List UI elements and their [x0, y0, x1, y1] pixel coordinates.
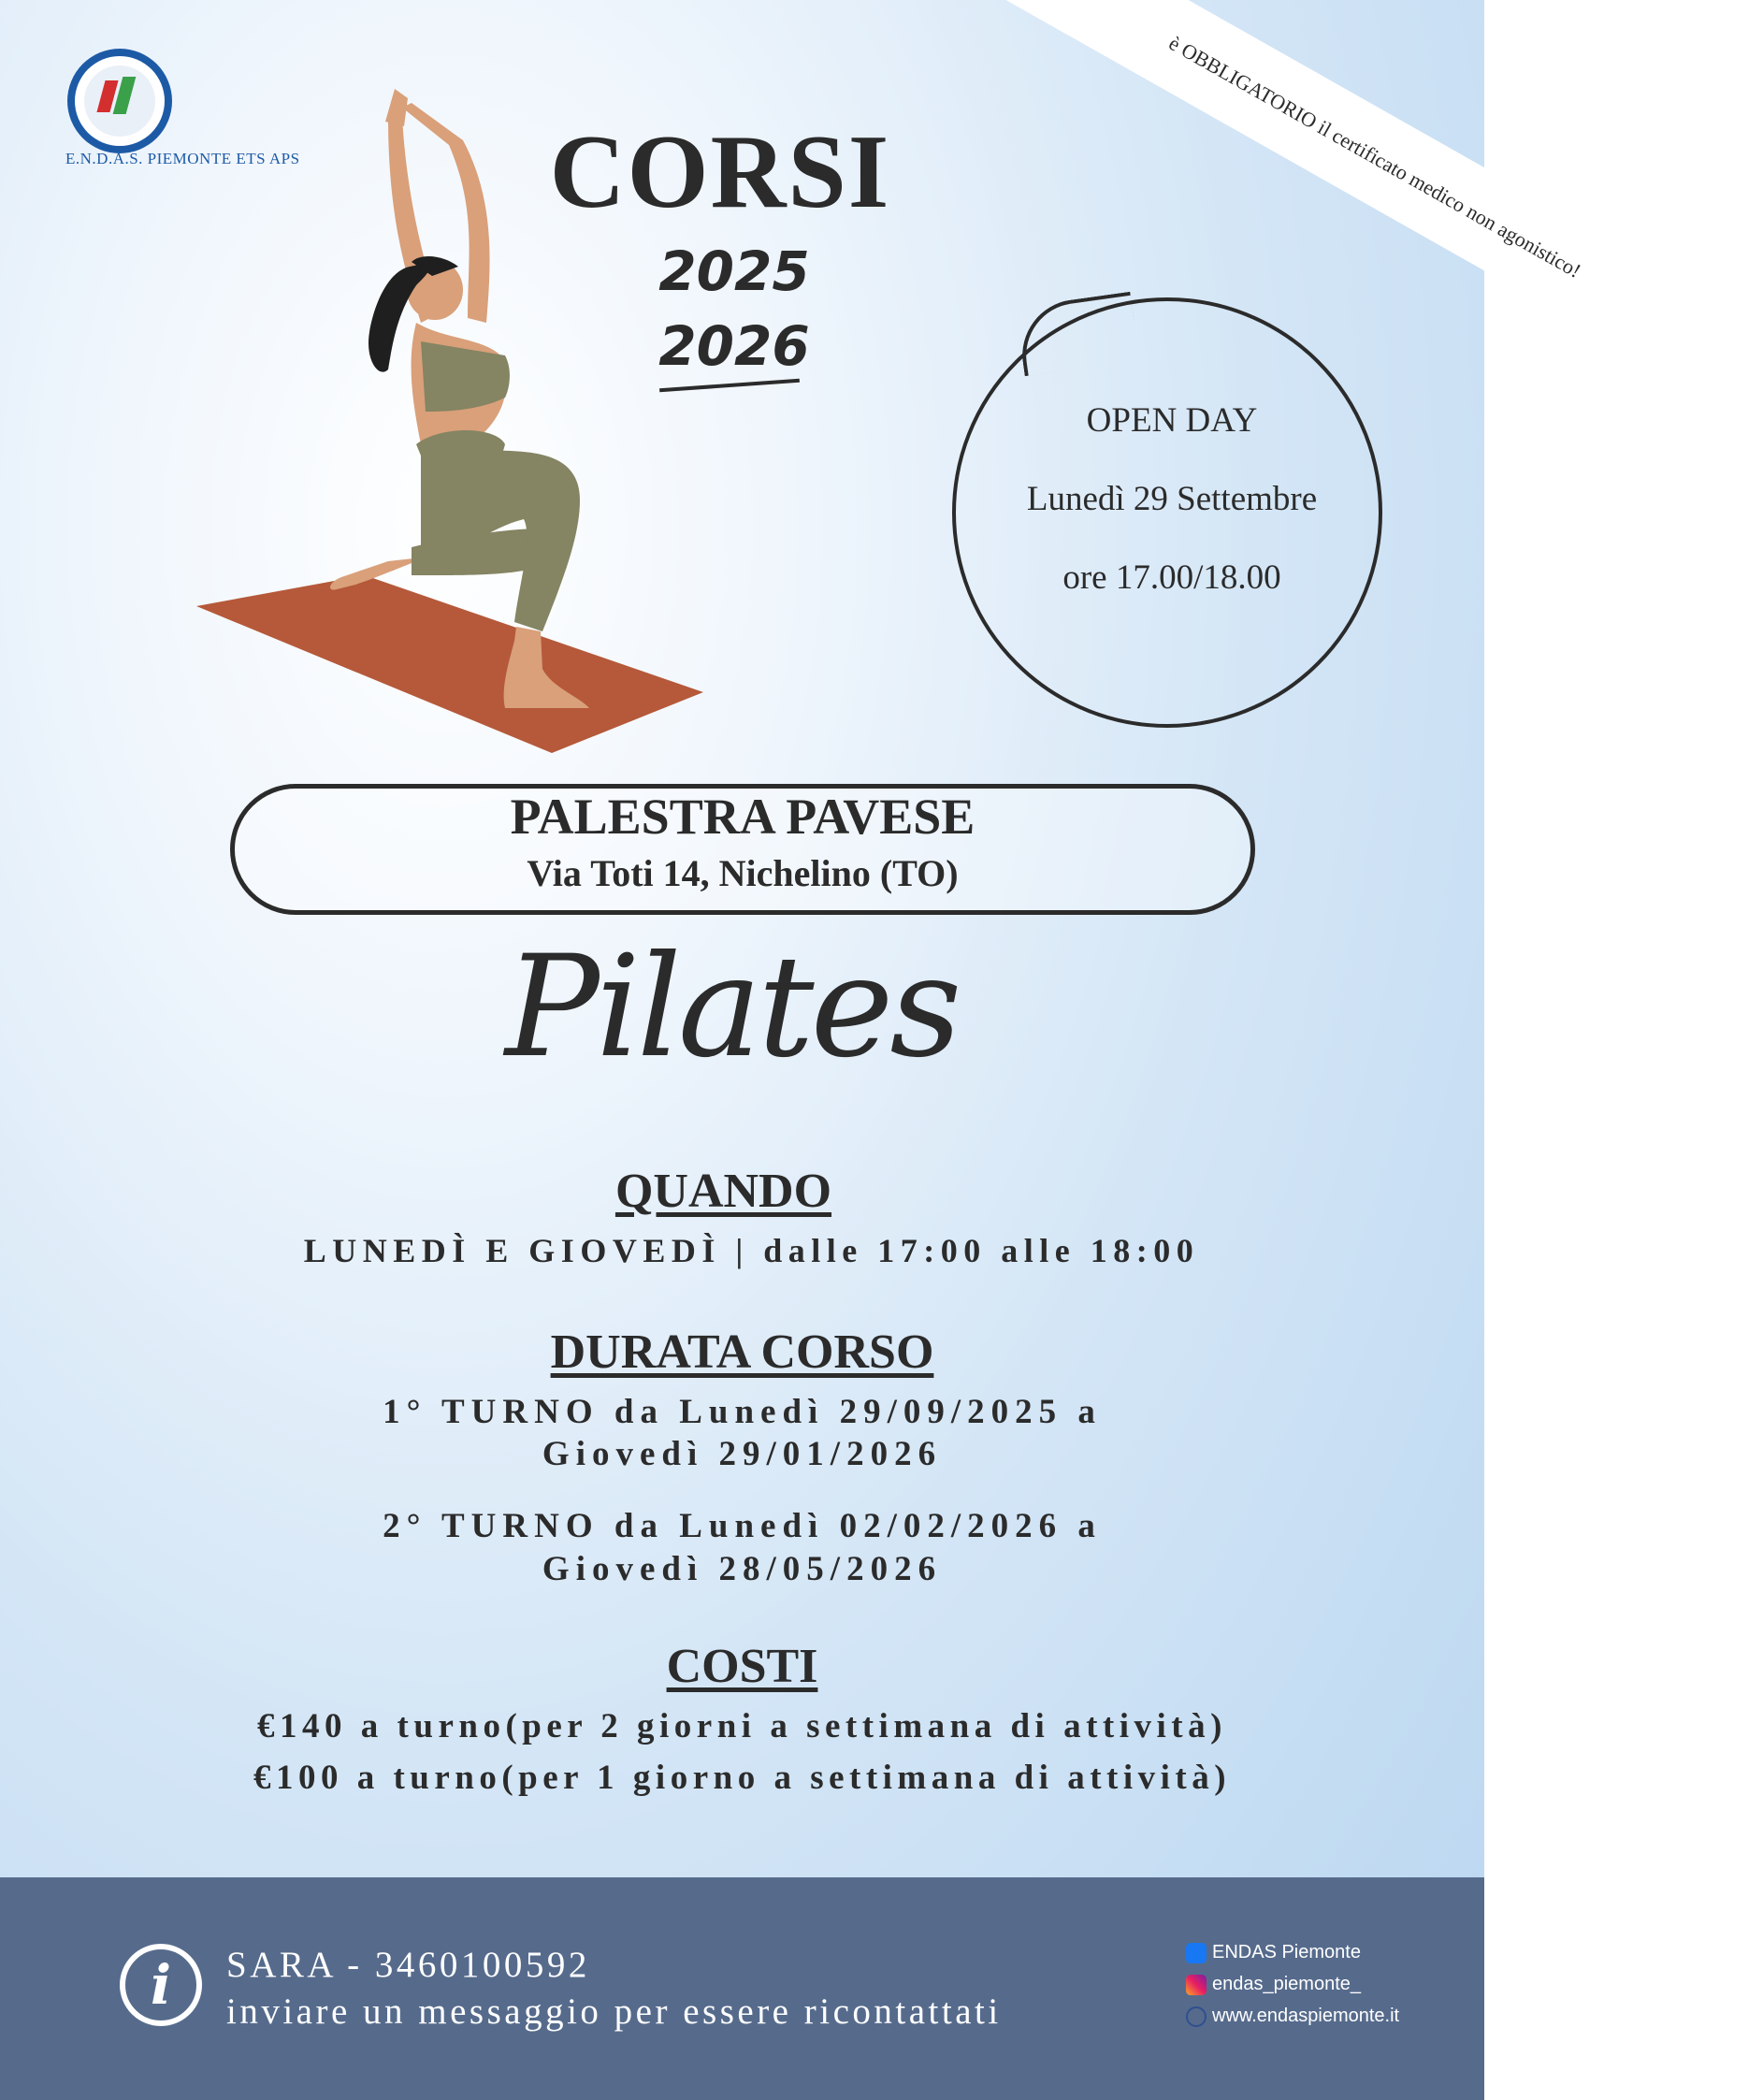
- social-website[interactable]: [1186, 2006, 1485, 2027]
- endas-logo: [67, 49, 172, 153]
- open-day-date: Lunedì 29 Settembre: [1026, 480, 1318, 518]
- organization-name: E.N.D.A.S. PIEMONTE ETS APS: [65, 150, 300, 167]
- when-schedule: LUNEDÌ E GIOVEDÌ | dalle 17:00 alle 18:00: [303, 1232, 1200, 1269]
- when-heading: QUANDO: [614, 1165, 832, 1218]
- venue-name: PALESTRA PAVESE: [510, 789, 975, 845]
- facebook-icon: [1186, 1943, 1207, 1963]
- banner-text: è OBBLIGATORIO il certificato medico non agonistico!: [1164, 31, 1585, 282]
- course-name: Pilates: [505, 926, 959, 1089]
- instagram-icon: [1186, 1975, 1207, 1995]
- turn-1-end: Giovedì 29/01/2026: [542, 1435, 943, 1473]
- duration-heading: DURATA CORSO: [550, 1325, 934, 1379]
- turn-2-start: 2° TURNO da Lunedì 02/02/2026 a: [383, 1507, 1102, 1545]
- globe-icon: [1186, 2006, 1207, 2027]
- contact-note: inviare un messaggio per essere ricontattati: [226, 1991, 1002, 2032]
- info-icon: i: [120, 1944, 202, 2026]
- open-day-time: ore 17.00/18.00: [1062, 558, 1281, 597]
- year-end: 2026: [658, 314, 810, 378]
- venue-address: Via Toti 14, Nichelino (TO): [527, 852, 959, 894]
- page-title: CORSI: [549, 114, 891, 230]
- open-day-title: OPEN DAY: [1086, 401, 1258, 440]
- social-facebook[interactable]: [1186, 1942, 1485, 1963]
- costs-heading: COSTI: [666, 1640, 818, 1693]
- social-label: endas_piemonte_: [1212, 1974, 1362, 1994]
- turn-1-start: 1° TURNO da Lunedì 29/09/2025 a: [383, 1393, 1102, 1431]
- year-start: 2025: [658, 239, 810, 303]
- contact-name-phone: SARA - 3460100592: [226, 1945, 590, 1985]
- cost-item: €140 a turno(per 2 giorni a settimana di attività): [257, 1707, 1227, 1745]
- social-label: www.endaspiemonte.it: [1212, 2006, 1400, 2026]
- social-label: ENDAS Piemonte: [1212, 1942, 1361, 1962]
- social-instagram[interactable]: [1186, 1974, 1485, 1995]
- cost-item: €100 a turno(per 1 giorno a settimana di attività): [253, 1759, 1232, 1797]
- turn-2-end: Giovedì 28/05/2026: [542, 1550, 943, 1588]
